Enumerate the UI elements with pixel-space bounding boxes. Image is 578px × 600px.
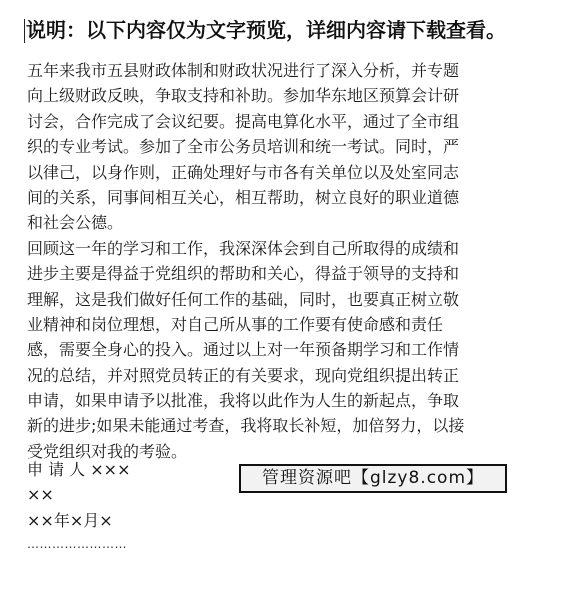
body-line: 间的关系，同事间相互关心，相互帮助，树立良好的职业道德	[27, 187, 460, 207]
document-body	[27, 58, 549, 464]
applicant-line: 申 请 人 ×××	[27, 460, 131, 479]
body-line: 业精神和岗位理想，对自己所从事的工作要有使命感和责任	[27, 314, 444, 334]
body-line: 向上级财政反映，争取支持和补助。参加华东地区预算会计研	[27, 86, 460, 106]
body-line: 以律己，以身作则，正确处理好与市各有关单位以及处室同志	[27, 162, 460, 182]
preview-notice: 说明：以下内容仅为文字预览，详细内容请下载查看。	[26, 18, 506, 42]
date-line: ××年×月×	[27, 510, 113, 530]
body-line: 况的总结，并对照党员转正的有关要求，现向党组织提出转正	[27, 365, 460, 385]
body-line: 和社会公德。	[27, 213, 124, 233]
body-line: 织的专业考试。参加了全市公务员培训和统一考试。同时，严	[27, 137, 460, 157]
body-line: 进步主要是得益于党组织的帮助和关心，得益于领导的支持和	[27, 264, 460, 284]
body-line: 五年来我市五县财政体制和财政状况进行了深入分析，并专题	[27, 61, 460, 80]
applicant-name-line: ××	[27, 485, 54, 505]
site-watermark-badge: 管理资源吧【glzy8.com】	[239, 464, 507, 493]
body-line: 申请，如果申请予以批准，我将以此作为人生的新起点，争取	[27, 391, 460, 411]
body-line: 讨会，合作完成了会议纪要。提高电算化水平，通过了全市组	[27, 111, 460, 131]
text-cursor	[24, 19, 25, 43]
signature-block	[27, 457, 227, 551]
ellipsis-dots: ……………………	[27, 537, 127, 552]
body-line: 新的进步;如果未能通过考查，我将取长补短，加倍努力，以接	[27, 416, 465, 436]
body-line: 感，需要全身心的投入。通过以上对一年预备期学习和工作情	[27, 340, 460, 360]
body-line: 回顾这一年的学习和工作，我深深体会到自己所取得的成绩和	[27, 238, 460, 258]
body-line: 受党组织对我的考验。	[27, 441, 188, 461]
body-line: 理解，这是我们做好任何工作的基础，同时，也要真正树立敬	[27, 289, 460, 309]
